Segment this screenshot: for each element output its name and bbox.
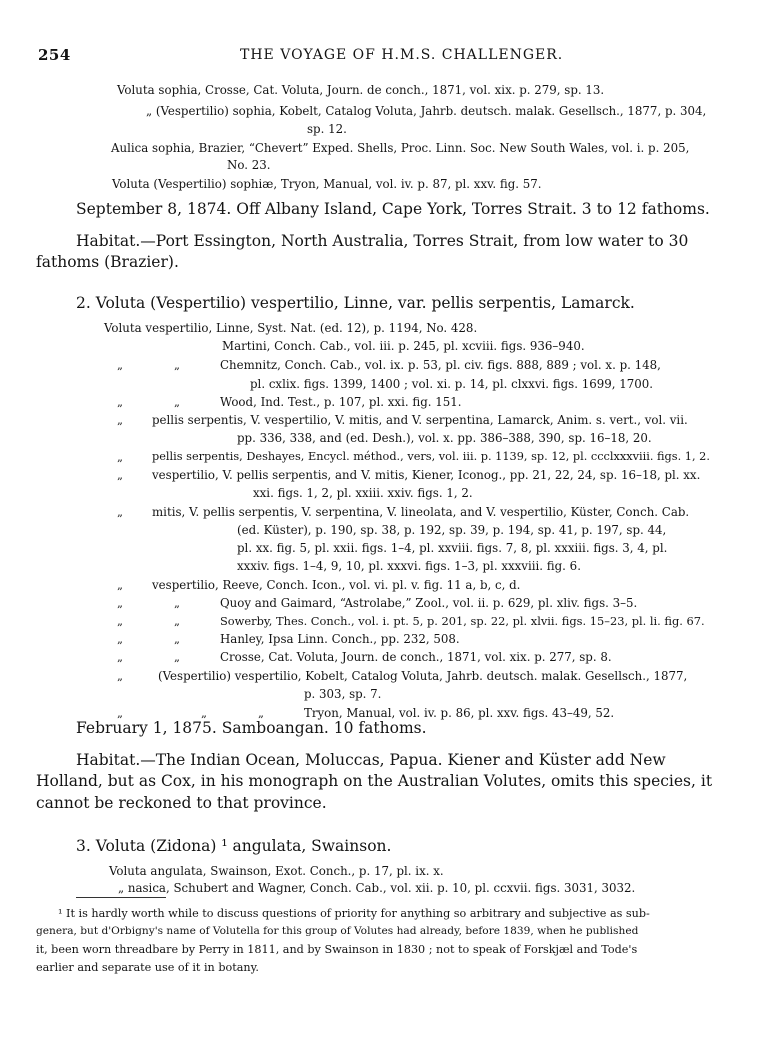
synonym-line: mitis, V. pellis serpentis, V. serpentina, V. lineolata, and V. vespertilio, Küster, Conch. Cab. — [152, 505, 690, 519]
footnote-line: genera, but d'Orbigny's name of Volutella for this group of Volutes had already, before 1839, when he published — [36, 925, 639, 937]
habitat-paragraph: Habitat.—The Indian Ocean, Moluccas, Papua. Kiener and Küster add New — [76, 751, 666, 769]
species-heading: 2. Voluta (Vespertilio) vespertilio, Linne, var. pellis serpentis, Lamarck. — [76, 294, 635, 312]
footnote-rule — [76, 897, 166, 898]
synonym-line: Wood, Ind. Test., p. 107, pl. xxi. fig. 151. — [220, 395, 462, 409]
synonym-line: Tryon, Manual, vol. iv. p. 86, pl. xxv. figs. 43–49, 52. — [304, 706, 615, 720]
ditto-mark: „ — [174, 596, 180, 610]
synonym-line: Martini, Conch. Cab., vol. iii. p. 245, pl. xcviii. figs. 936–940. — [222, 339, 585, 353]
synonym-line: Voluta vespertilio, Linne, Syst. Nat. (ed. 12), p. 1194, No. 428. — [104, 321, 478, 335]
synonym-line: pl. cxlix. figs. 1399, 1400 ; vol. xi. p. 14, pl. clxxvi. figs. 1699, 1700. — [250, 377, 654, 391]
synonym-line: Chemnitz, Conch. Cab., vol. ix. p. 53, pl. civ. figs. 888, 889 ; vol. x. p. 148, — [220, 358, 661, 372]
ditto-mark: „ — [117, 578, 123, 592]
synonym-line: „ (Vespertilio) sophia, Kobelt, Catalog Voluta, Jahrb. deutsch. malak. Gesellsch., 1877, p. 304, — [146, 104, 707, 118]
station-record: February 1, 1875. Samboangan. 10 fathoms. — [76, 719, 427, 737]
synonym-line: vespertilio, V. pellis serpentis, and V. mitis, Kiener, Iconog., pp. 21, 22, 24, sp. 16–18, pl. xx. — [152, 468, 701, 482]
ditto-mark: „ — [117, 395, 123, 409]
footnote-line: ¹ It is hardly worth while to discuss questions of priority for anything so arbitrary and subjective as sub- — [58, 907, 650, 920]
synonym-line: No. 23. — [227, 158, 271, 172]
synonym-line: xxi. figs. 1, 2, pl. xxiii. xxiv. figs. 1, 2. — [253, 486, 473, 500]
synonym-line: Crosse, Cat. Voluta, Journ. de conch., 1871, vol. xix. p. 277, sp. 8. — [220, 650, 612, 664]
footnote-line: earlier and separate use of it in botany. — [36, 961, 259, 974]
ditto-mark: „ — [117, 468, 123, 482]
synonym-line: xxxiv. figs. 1–4, 9, 10, pl. xxxvi. figs. 1–3, pl. xxxviii. fig. 6. — [237, 559, 581, 573]
ditto-mark: „ — [117, 596, 123, 610]
synonym-line: pellis serpentis, Deshayes, Encycl. méthod., vers, vol. iii. p. 1139, sp. 12, pl. ccclxxxviii. figs. 1, 2. — [152, 450, 710, 463]
habitat-paragraph: Habitat.—Port Essington, North Australia, Torres Strait, from low water to 30 — [76, 232, 689, 250]
footnote-line: it, been worn threadbare by Perry in 1811, and by Swainson in 1830 ; not to speak of Forskjæl and Tode's — [36, 943, 638, 956]
ditto-mark: „ — [174, 358, 180, 372]
ditto-mark: „ — [174, 650, 180, 664]
synonym-line: pp. 336, 338, and (ed. Desh.), vol. x. pp. 386–388, 390, sp. 16–18, 20. — [237, 431, 652, 445]
ditto-mark: „ — [117, 706, 123, 720]
synonym-line: Sowerby, Thes. Conch., vol. i. pt. 5, p. 201, sp. 22, pl. xlvii. figs. 15–23, pl. li. fig. 67. — [220, 614, 705, 628]
synonym-line: Voluta sophia, Crosse, Cat. Voluta, Journ. de conch., 1871, vol. xix. p. 279, sp. 13. — [117, 83, 605, 97]
ditto-mark: „ — [117, 450, 123, 464]
habitat-paragraph: Holland, but as Cox, in his monograph on the Australian Volutes, omits this species, it — [36, 772, 713, 790]
ditto-mark: „ — [117, 358, 123, 372]
ditto-mark: „ — [117, 669, 123, 683]
synonym-line: Voluta (Vespertilio) sophiæ, Tryon, Manual, vol. iv. p. 87, pl. xxv. fig. 57. — [112, 177, 542, 191]
synonym-line: (ed. Küster), p. 190, sp. 38, p. 192, sp. 39, p. 194, sp. 41, p. 197, sp. 44, — [237, 523, 667, 537]
synonym-line: „ nasica, Schubert and Wagner, Conch. Cab., vol. xii. p. 10, pl. ccxvii. figs. 3031, 3032. — [118, 881, 636, 895]
synonym-line: Hanley, Ipsa Linn. Conch., pp. 232, 508. — [220, 632, 460, 646]
synonym-line: (Vespertilio) vespertilio, Kobelt, Catalog Voluta, Jahrb. deutsch. malak. Gesellsch., 1877, — [158, 669, 688, 683]
ditto-mark: „ — [117, 505, 123, 519]
synonym-line: p. 303, sp. 7. — [304, 687, 382, 701]
ditto-mark: „ — [174, 632, 180, 646]
synonym-line: Aulica sophia, Brazier, “Chevert” Exped. Shells, Proc. Linn. Soc. New South Wales, vol. i. p. 205, — [111, 141, 690, 155]
running-title: THE VOYAGE OF H.M.S. CHALLENGER. — [240, 47, 564, 63]
synonym-line: sp. 12. — [307, 122, 347, 136]
ditto-mark: „ — [117, 614, 123, 628]
ditto-mark: „ — [117, 650, 123, 664]
station-record: September 8, 1874. Off Albany Island, Cape York, Torres Strait. 3 to 12 fathoms. — [76, 200, 710, 218]
habitat-paragraph: cannot be reckoned to that province. — [36, 794, 327, 812]
ditto-mark: „ — [117, 413, 123, 427]
ditto-mark: „ — [174, 395, 180, 409]
synonym-line: vespertilio, Reeve, Conch. Icon., vol. vi. pl. v. fig. 11 a, b, c, d. — [152, 578, 521, 592]
ditto-mark: „ — [117, 632, 123, 646]
ditto-mark: „ — [201, 706, 207, 720]
species-heading: 3. Voluta (Zidona) ¹ angulata, Swainson. — [76, 837, 392, 855]
synonym-line: Quoy and Gaimard, “Astrolabe,” Zool., vol. ii. p. 629, pl. xliv. figs. 3–5. — [220, 596, 638, 610]
page-number: 254 — [38, 46, 71, 64]
habitat-paragraph: fathoms (Brazier). — [36, 253, 179, 271]
synonym-line: Voluta angulata, Swainson, Exot. Conch., p. 17, pl. ix. x. — [109, 864, 444, 878]
synonym-line: pl. xx. fig. 5, pl. xxii. figs. 1–4, pl. xxviii. figs. 7, 8, pl. xxxiii. figs. 3, 4, pl. — [237, 541, 668, 555]
ditto-mark: „ — [258, 706, 264, 720]
ditto-mark: „ — [174, 614, 180, 628]
synonym-line: pellis serpentis, V. vespertilio, V. mitis, and V. serpentina, Lamarck, Anim. s. vert., vol. vii. — [152, 413, 688, 427]
